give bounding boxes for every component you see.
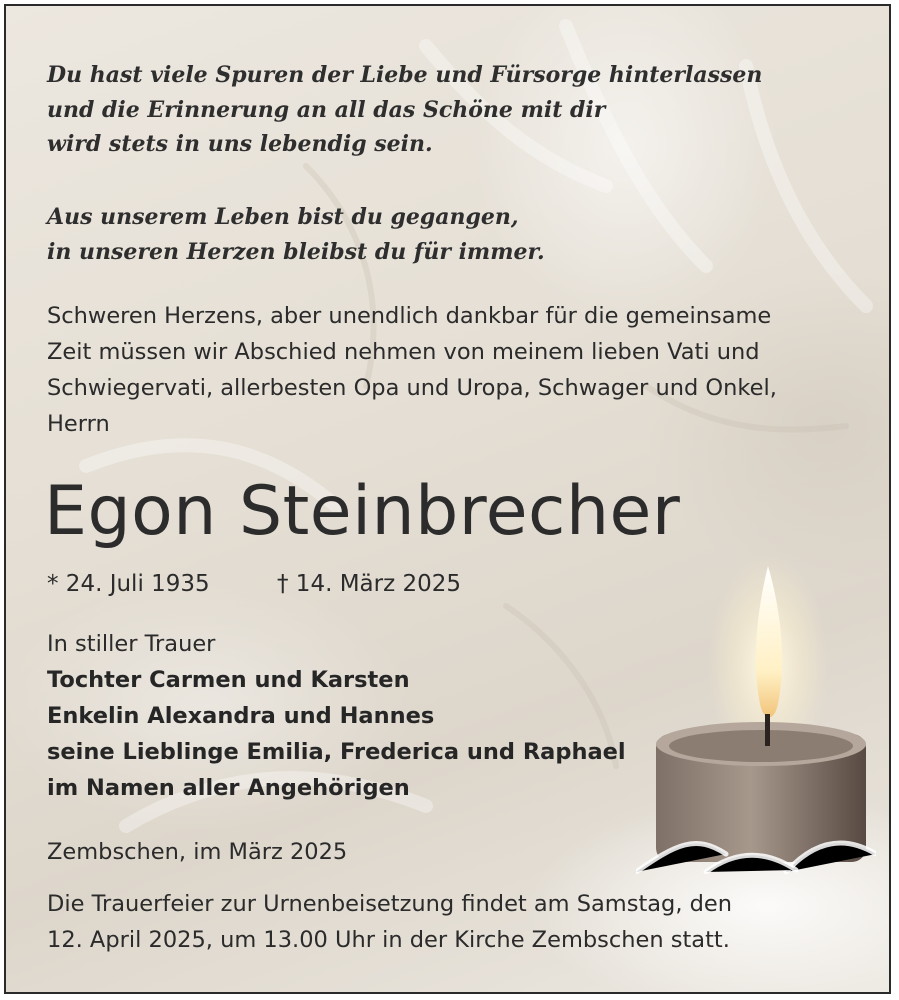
candle-icon <box>636 554 876 874</box>
service-info <box>47 886 732 958</box>
mourner-line: seine Lieblinge Emilia, Frederica und Raphael <box>47 739 626 765</box>
death-date: † 14. März 2025 <box>277 571 462 597</box>
verse-block <box>47 58 762 162</box>
mourner-line: im Namen aller Angehörigen <box>47 775 410 801</box>
intro-line: Herrn <box>47 411 110 437</box>
deceased-name: Egon Steinbrecher <box>44 472 681 551</box>
verse-block-2 <box>47 200 545 269</box>
service-line: 12. April 2025, um 13.00 Uhr in der Kirche Zembschen statt. <box>47 927 730 953</box>
intro-line: Schweren Herzens, aber unendlich dankbar für die gemeinsame <box>47 303 772 329</box>
place-date: Zembschen, im März 2025 <box>47 839 348 865</box>
verse-line: in unseren Herzen bleibst du für immer. <box>47 238 545 265</box>
verse-line: Du hast viele Spuren der Liebe und Fürsorge hinterlassen <box>47 62 763 88</box>
birth-date: * 24. Juli 1935 <box>47 571 210 597</box>
mourners-block <box>47 626 626 806</box>
mourners-intro: In stiller Trauer <box>47 631 216 657</box>
mourner-line: Tochter Carmen und Karsten <box>47 667 410 693</box>
mourner-line: Enkelin Alexandra und Hannes <box>47 703 435 729</box>
intro-line: Zeit müssen wir Abschied nehmen von meinem lieben Vati und <box>47 339 760 365</box>
verse-line: und die Erinnerung an all das Schöne mit dir <box>47 96 606 123</box>
verse-line: Aus unserem Leben bist du gegangen, <box>47 204 519 230</box>
intro-text <box>47 298 777 442</box>
verse-line: wird stets in uns lebendig sein. <box>47 131 433 157</box>
obituary-notice <box>4 4 891 994</box>
intro-line: Schwiegervati, allerbesten Opa und Uropa, Schwager und Onkel, <box>47 375 777 401</box>
service-line: Die Trauerfeier zur Urnenbeisetzung findet am Samstag, den <box>47 891 733 917</box>
